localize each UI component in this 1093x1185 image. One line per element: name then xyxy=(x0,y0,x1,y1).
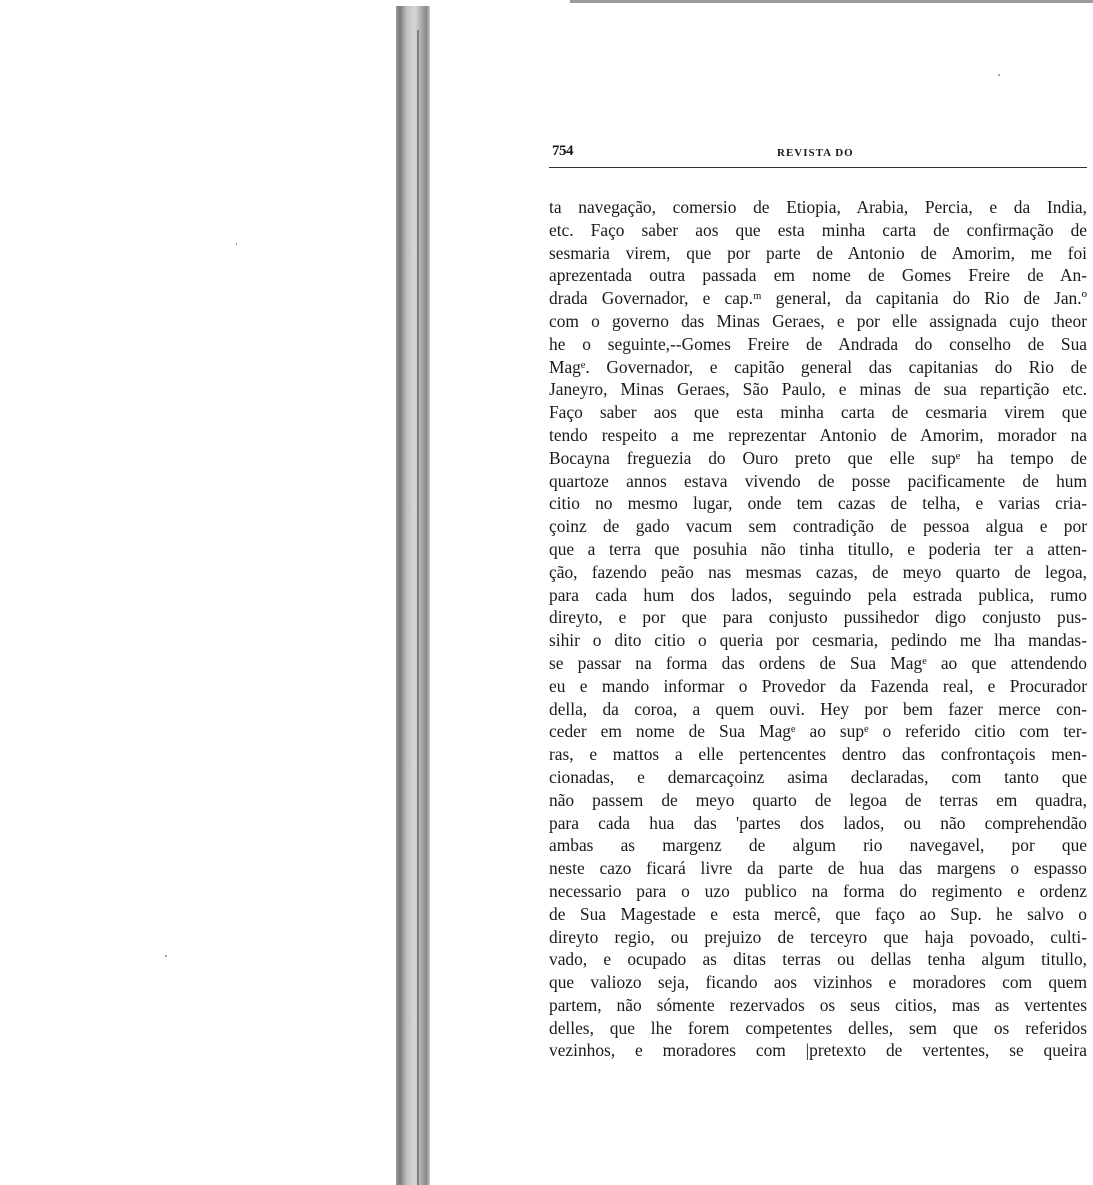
page-number: 754 xyxy=(552,143,573,159)
paper-speck xyxy=(236,243,237,245)
running-head: REVISTA DO xyxy=(777,147,854,159)
gutter-fold-line xyxy=(417,30,419,1185)
text-line: ceder em nome de Sua Magᵉ ao supᵉ o referido citio com ter- xyxy=(549,721,1087,742)
text-line: para cada hum dos lados, seguindo pela estrada publica, rumo xyxy=(549,584,1087,605)
body-text xyxy=(549,196,1087,1062)
text-line: quartoze annos estava vivendo de posse pacificamente de hum xyxy=(549,470,1087,491)
text-line: que a terra que posuhia não tinha titullo, e poderia ter a atten- xyxy=(549,538,1087,559)
text-line: eu e mando informar o Provedor da Fazenda real, e Procurador xyxy=(549,675,1087,696)
text-line: que valiozo seja, ficando aos vizinhos e moradores com quem xyxy=(549,972,1087,993)
paper-speck xyxy=(165,955,167,957)
text-line: partem, não sómente rezervados os seus citios, mas as vertentes xyxy=(549,994,1087,1015)
text-line: he o seguinte,--Gomes Freire de Andrada do conselho de Sua xyxy=(549,333,1087,354)
text-line: neste cazo ficará livre da parte de hua das margens o espasso xyxy=(549,858,1087,879)
text-line: Faço saber aos que esta minha carta de cesmaria virem que xyxy=(549,402,1087,423)
text-line: Bocayna freguezia do Ouro preto que elle supᵉ ha tempo de xyxy=(549,447,1087,468)
text-line: Magᵉ. Governador, e capitão general das capitanias do Rio de xyxy=(549,356,1087,377)
text-line: çoinz de gado vacum sem contradição de pessoa algua e por xyxy=(549,516,1087,537)
text-line: aprezentada outra passada em nome de Gomes Freire de An- xyxy=(549,265,1087,286)
text-line: necessario para o uzo publico na forma do regimento e ordenz xyxy=(549,880,1087,901)
text-line: direyto, e por que para conjusto pussihedor digo conjusto pus- xyxy=(549,607,1087,628)
text-line: sihir o dito citio o queria por cesmaria, pedindo me lha mandas- xyxy=(549,630,1087,651)
text-line: della, da coroa, a quem ouvi. Hey por bem fazer merce con- xyxy=(549,698,1087,719)
text-line: não passem de meyo quarto de legoa de terras em quadra, xyxy=(549,789,1087,810)
text-line: com o governo das Minas Geraes, e por elle assignada cujo theor xyxy=(549,310,1087,331)
text-line: delles, que lhe forem competentes delles, sem que os referidos xyxy=(549,1017,1087,1038)
text-line: Janeyro, Minas Geraes, São Paulo, e minas de sua repartição etc. xyxy=(549,379,1087,400)
text-line: sesmaria virem, que por parte de Antonio de Amorim, me foi xyxy=(549,242,1087,263)
text-line: se passar na forma das ordens de Sua Magᵉ ao que attendendo xyxy=(549,652,1087,673)
text-line: ras, e mattos a elle pertencentes dentro das confrontaçois men- xyxy=(549,744,1087,765)
text-line: ta navegação, comersio de Etiopia, Arabia, Percia, e da India, xyxy=(549,197,1087,217)
text-line: ambas as margenz de algum rio navegavel, por que xyxy=(549,835,1087,856)
text-line: para cada hua das 'partes dos lados, ou não comprehendão xyxy=(549,812,1087,833)
header-rule xyxy=(549,167,1087,168)
text-line: vezinhos, e moradores com |pretexto de vertentes, se queira xyxy=(549,1040,1087,1061)
text-line: de Sua Magestade e esta mercê, que faço ao Sup. he salvo o xyxy=(549,903,1087,924)
text-line: citio no mesmo lugar, onde tem cazas de telha, e varias cria- xyxy=(549,493,1087,514)
text-line: drada Governador, e cap.ᵐ general, da capitania do Rio de Jan.º xyxy=(549,288,1087,309)
top-edge-rule xyxy=(570,0,1093,3)
text-line: ção, fazendo peão nas mesmas cazas, de meyo quarto de legoa, xyxy=(549,561,1087,582)
page-header xyxy=(549,140,1087,164)
text-line: etc. Faço saber aos que esta minha carta de confirmação de xyxy=(549,219,1087,240)
text-line: cionadas, e demarcaçoinz asima declaradas, com tanto que xyxy=(549,766,1087,787)
paper-speck xyxy=(998,74,1000,76)
text-line: tendo respeito a me reprezentar Antonio de Amorim, morador na xyxy=(549,424,1087,445)
text-line: direyto regio, ou prejuizo de terceyro que haja povoado, culti- xyxy=(549,926,1087,947)
text-line: vado, e ocupado as ditas terras ou dellas tenha algum titullo, xyxy=(549,949,1087,970)
book-gutter-shadow xyxy=(396,6,430,1185)
